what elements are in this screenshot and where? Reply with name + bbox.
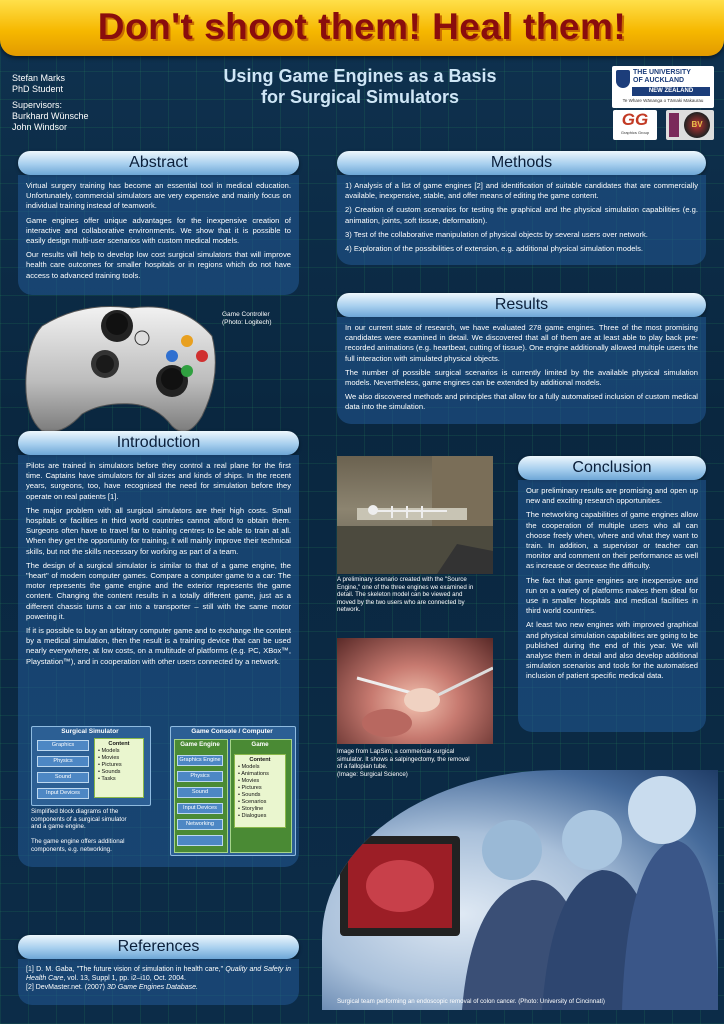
bioengineering-logo	[666, 110, 714, 140]
poster-subtitle	[170, 66, 550, 108]
university-logo	[612, 66, 714, 108]
surgical-simulation-image	[337, 638, 493, 744]
game-content-4: • Pictures	[238, 785, 262, 791]
diagram-note-1	[31, 808, 166, 831]
lapsim-caption-4: (Image: Surgical Science)	[337, 770, 408, 778]
block-diagram	[24, 722, 304, 862]
game-content-1: • Models	[238, 764, 260, 770]
engine-title: Game Engine	[180, 741, 220, 748]
abstract-panel	[18, 175, 299, 295]
ref1-part-c: , vol. 13, Suppl 1, pp. i2–i10, Oct. 2004.	[63, 975, 186, 982]
game-content-8: • Dialogues	[238, 813, 267, 819]
poster-title: Don't shoot them! Heal them!	[97, 6, 627, 47]
abstract-p1: Virtual surgery training has become an essential tool in medical education. Unfortunately, commercial simulators are very expensive and mainly focus on individual training instead of teamwork.	[26, 181, 291, 211]
author-role: PhD Student	[12, 84, 64, 94]
intro-p2: The major problem with all surgical simulators are their high costs. Small hospitals or facilities in third world countries cannot afford to obtain them. Surgeons often have to travel far to training centres to be able to train at all. When they get the opportunity for training, it will mainly improve their technical skills, but not the skills necessary for working as part of a team.	[26, 505, 291, 556]
source-caption-4: moved by the two users who are connected by	[337, 598, 465, 606]
method-3: 3) Test of the collaborative manipulation of physical objects by several users over network.	[345, 229, 648, 239]
game-title: Game	[251, 741, 269, 748]
conclusion-panel	[518, 480, 706, 732]
references-panel	[18, 959, 299, 1005]
engine-item-graphics: Graphics Engine	[177, 755, 223, 766]
sim-content-4: • Sounds	[98, 769, 121, 775]
reference-1	[26, 965, 291, 983]
engine-item-blank	[177, 835, 223, 846]
game-content-2: • Animations	[238, 771, 269, 777]
supervisor-1: Burkhard Wünsche	[12, 111, 89, 121]
sim-content-title: Content	[108, 741, 130, 747]
surgeons-image	[322, 770, 718, 1010]
uoa-line-1: THE UNIVERSITY	[633, 69, 691, 76]
ref2-part-a: [2] DevMaster.net. (2007)	[26, 984, 105, 991]
introduction-header: Introduction	[18, 431, 299, 455]
conclusion-p1: Our preliminary results are promising and open up new and exciting research opportunities.	[526, 486, 698, 506]
skeleton-scene-image	[337, 456, 493, 574]
abstract-p3: Our results will help to develop low cost surgical simulators that will improve health care outcomes for smaller hospitals or in regions which do not have access to advanced training tools.	[26, 250, 291, 280]
shield-icon	[616, 70, 630, 88]
abstract-p2: Game engines offer unique advantages for the inexpensive creation of interactive and collaborative environments. We show that it is possible to easily design multi-user scenarios with custom medical models.	[26, 215, 291, 246]
method-1: 1) Analysis of a list of game engines [2] and identification of suitable candidates that are commercially available, inexpensive, stable, and offer means of editing the game content.	[345, 181, 698, 201]
note1-line1: Simplified block diagrams of the	[31, 808, 119, 815]
source-caption-5: network.	[337, 606, 361, 614]
intro-p4: If it is possible to buy an arbitrary computer game and to exchange the content by a medical simulation, then the result is a training device that can be used nearly everywhere, at low costs, on a multitude of platforms (e.g. PC, XBox™, Playstation™), and in cooperation with other users connected by a network.	[26, 626, 291, 666]
conclusion-p2: The networking capabilities of game engines allow the cooperation of multiple users who all can choose freely when, where and what they want to train. In addition, a supervisor or teacher can monitor and comment on their performance as well as increase or decrease the difficulty.	[526, 510, 698, 571]
uoa-maori: Te Whare Wānanga o Tāmaki Makaurau	[622, 98, 704, 103]
engine-item-input: Input Devices	[177, 803, 223, 814]
results-p2: The number of possible surgical scenarios is currently limited by the available physical simulation models. Nevertheless, game engines can be extended by additional models.	[345, 367, 698, 388]
source-caption-3: detail. The skeleton model can be viewed and	[337, 591, 463, 599]
surgery-caption: Surgical team performing an endoscopic removal of colon cancer. (Photo: University of Cincinnati)	[337, 998, 605, 1005]
supervisors-label: Supervisors:	[12, 100, 63, 110]
game-controller-image	[22, 296, 222, 444]
game-content-5: • Sounds	[238, 792, 261, 798]
sim-content-5: • Tasks	[98, 776, 116, 782]
subtitle-line-1: Using Game Engines as a Basis	[223, 66, 497, 86]
subtitle-line-2: for Surgical Simulators	[260, 87, 460, 107]
sim-item-input: Input Devices	[37, 788, 89, 799]
game-content-6: • Scenarios	[238, 799, 267, 805]
controller-caption-line-2: (Photo: Logitech)	[222, 319, 272, 326]
diagram-note-2	[31, 838, 166, 853]
methods-panel	[337, 175, 706, 265]
sim-item-graphics: Graphics	[37, 740, 89, 751]
note1-line2: components of a surgical simulator	[31, 815, 127, 823]
method-4: 4) Exploration of the possibilities of extension, e.g. additional physical simulation models.	[345, 244, 644, 254]
sim-content-box	[94, 738, 144, 798]
engine-item-physics: Physics	[177, 771, 223, 782]
reference-2	[26, 983, 291, 992]
author-block	[12, 73, 89, 133]
uoa-nz: NEW ZEALAND	[632, 87, 710, 96]
sim-item-sound: Sound	[37, 772, 89, 783]
graphics-group-logo	[613, 110, 657, 140]
source-caption-2: Engine," one of the three engines we examined in	[337, 583, 474, 591]
gg-sub: Graphics Group	[620, 130, 650, 135]
controller-caption	[222, 311, 304, 327]
ref1-part-a: [1] D. M. Gaba, "The future vision of simulation in health care,"	[26, 966, 224, 973]
conclusion-p3: The fact that game engines are inexpensive and run on a variety of platforms makes them ideal for use in smaller hospitals and medical facilities in third world countries.	[526, 575, 698, 616]
source-engine-screenshot	[337, 456, 493, 574]
sim-content-1: • Models	[98, 748, 120, 754]
source-caption-1: A preliminary scenario created with the "Source	[337, 576, 467, 583]
note1-line3: and a game engine.	[31, 823, 86, 831]
sim-content-2: • Movies	[98, 755, 120, 761]
lapsim-caption-2: simulator. It shows a salpingectomy, the removal	[337, 755, 470, 763]
lapsim-caption-1: Image from LapSim, a commercial surgical	[337, 748, 455, 755]
results-p1: In our current state of research, we have evaluated 278 game engines. Three of the most promising candidates were examined in detail. We discovered that all of them are at least able to play back pre-recorded animations (e.g. heartbeat, cutting of tissue). One engine additionally allowed multiple users the full interaction with simulated physical objects.	[345, 323, 698, 363]
sim-content-3: • Pictures	[98, 762, 122, 768]
sim-item-physics: Physics	[37, 756, 89, 767]
game-content-3: • Movies	[238, 778, 260, 784]
controller-caption-line-1: Game Controller	[222, 311, 270, 318]
engine-item-sound: Sound	[177, 787, 223, 798]
ref2-title: 3D Game Engines Database.	[106, 984, 198, 991]
results-header: Results	[337, 293, 706, 317]
console-title: Game Console / Computer	[191, 728, 273, 735]
game-content-title: Content	[249, 757, 271, 763]
uoa-line-2: OF AUCKLAND	[633, 77, 685, 84]
results-p3: We also discovered methods and principles that allow for a fully automatised inclusion of custom medical data into the simulation.	[345, 392, 698, 412]
author-name: Stefan Marks	[12, 73, 66, 83]
ref1-journal: Quality and Safety in Health Care	[26, 966, 291, 982]
title-banner	[0, 0, 724, 56]
note2-line2: components, e.g. networking.	[31, 845, 112, 853]
supervisor-2: John Windsor	[12, 122, 68, 132]
note2-line1: The game engine offers additional	[31, 838, 125, 845]
intro-p1: Pilots are trained in simulators before they control a real plane for the first time. Captains have simulators for all sizes and kinds of ships. In the recent years, surgeons, too, have recognised the need for simulation before they operate on real patients [1].	[26, 461, 291, 501]
abstract-header: Abstract	[18, 151, 299, 175]
bv-text: BV	[684, 112, 710, 138]
game-content-7: • Storyline	[238, 806, 264, 812]
conclusion-header: Conclusion	[518, 456, 706, 480]
methods-header: Methods	[337, 151, 706, 175]
references-header: References	[18, 935, 299, 959]
simulator-title: Surgical Simulator	[61, 728, 119, 735]
lapsim-caption-3: of a fallopian tube.	[337, 763, 388, 771]
game-content-box	[234, 754, 286, 828]
results-panel	[337, 317, 706, 424]
source-caption	[337, 576, 497, 614]
method-2: 2) Creation of custom scenarios for testing the graphical and the physical simulation capabilities (e.g. animation, joints, soft tissue, deformation).	[345, 205, 698, 225]
engine-item-networking: Networking	[177, 819, 223, 830]
lapsim-screenshot	[337, 638, 493, 744]
gg-text: GG	[621, 110, 649, 129]
conclusion-p4: At least two new engines with improved graphical and physical simulation capabilities are going to be published during the end of this year. We will analyse them in detail and also develop additional simulation scenarios and tools for the automatised inclusion of patient specific medical data.	[526, 620, 698, 681]
intro-p3: The design of a surgical simulator is similar to that of a game engine, the "heart" of modern computer games. Compare a computer game to a car: The motor represents the game engine and the exterior represents the game content. Changing the content results in a totally different game, just as a different chassis turns a car into a transporter – still with the same motor powering it.	[26, 560, 291, 621]
surgical-team-photo	[322, 770, 718, 1010]
lapsim-caption	[337, 748, 497, 778]
